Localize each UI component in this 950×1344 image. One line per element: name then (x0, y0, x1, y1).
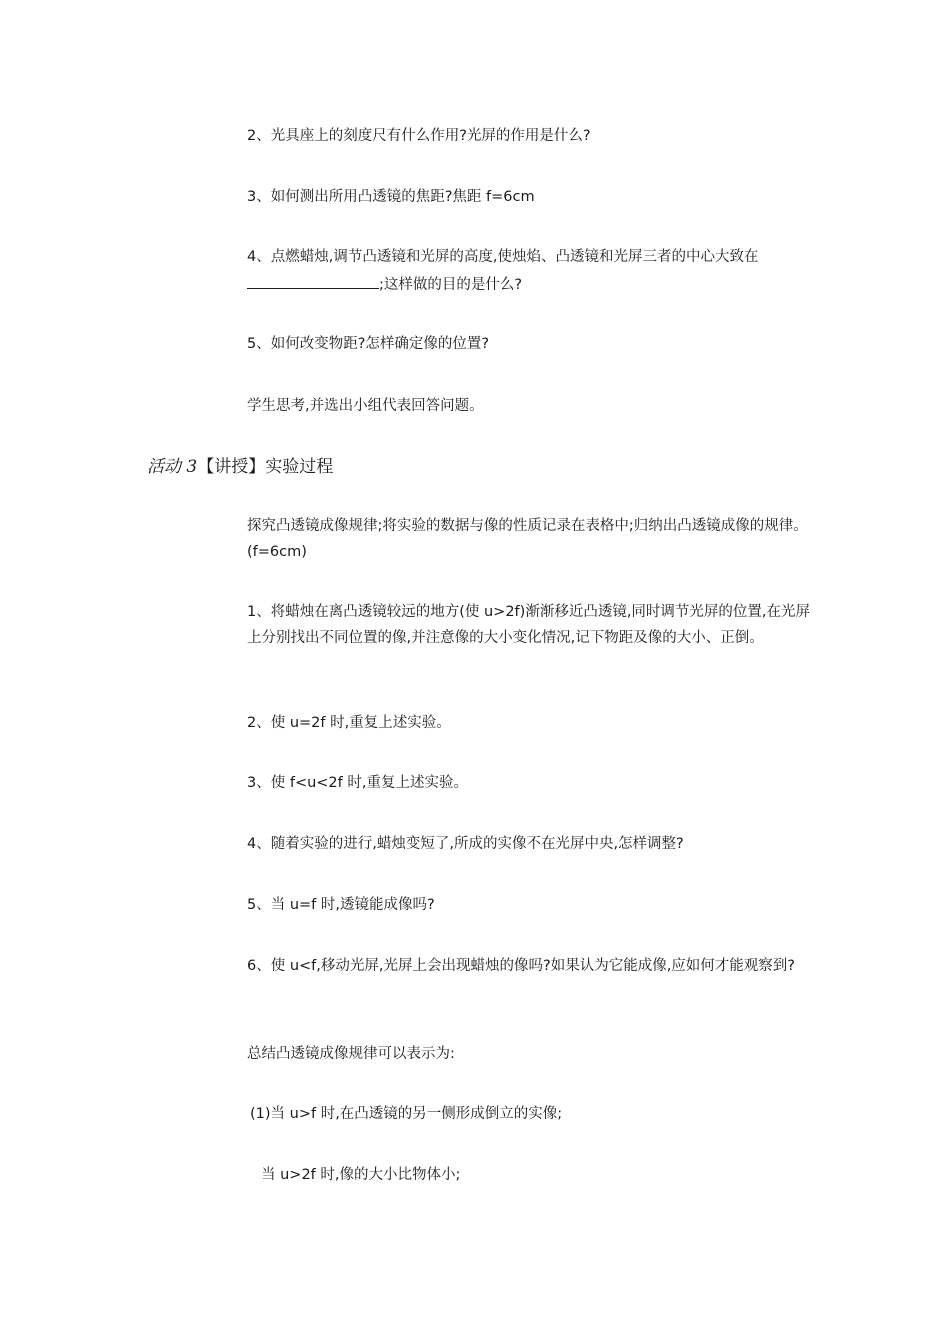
step-6: 6、使 u<f,移动光屏,光屏上会出现蜡烛的像吗?如果认为它能成像,应如何才能观察到? (247, 958, 795, 974)
rule-1a: 当 u>2f 时,像的大小比物体小; (261, 1167, 461, 1183)
question-4 (247, 244, 812, 298)
activity-title: 【讲授】实验过程 (197, 457, 334, 477)
rule-1: (1)当 u>f 时,在凸透镜的另一侧形成倒立的实像; (250, 1106, 563, 1122)
question-2: 2、光具座上的刻度尺有什么作用?光屏的作用是什么? (247, 128, 591, 144)
step-5: 5、当 u=f 时,透镜能成像吗? (247, 897, 435, 913)
step-4: 4、随着实验的进行,蜡烛变短了,所成的实像不在光屏中央,怎样调整? (247, 836, 684, 852)
question-4-tail: ;这样做的目的是什么? (379, 277, 523, 293)
step-3: 3、使 f<u<2f 时,重复上述实验。 (247, 775, 468, 791)
question-3: 3、如何测出所用凸透镜的焦距?焦距 f=6cm (247, 189, 535, 205)
activity-number: 活动 3 (147, 457, 198, 477)
students-note: 学生思考,并选出小组代表回答问题。 (247, 398, 484, 414)
summary-intro: 总结凸透镜成像规律可以表示为: (247, 1046, 455, 1062)
question-5: 5、如何改变物距?怎样确定像的位置? (247, 336, 490, 352)
experiment-intro: 探究凸透镜成像规律;将实验的数据与像的性质记录在表格中;归纳出凸透镜成像的规律。(f=6cm) (247, 518, 808, 560)
question-4-text: 4、点燃蜡烛,调节凸透镜和光屏的高度,使烛焰、凸透镜和光屏三者的中心大致在 (247, 249, 759, 265)
fill-in-blank (247, 270, 379, 289)
step-2: 2、使 u=2f 时,重复上述实验。 (247, 715, 451, 731)
step-1: 1、将蜡烛在离凸透镜较远的地方(使 u>2f)渐渐移近凸透镜,同时调节光屏的位置,在光屏上分别找出不同位置的像,并注意像的大小变化情况,记下物距及像的大小、正倒。 (247, 604, 811, 646)
activity-heading (147, 453, 333, 481)
